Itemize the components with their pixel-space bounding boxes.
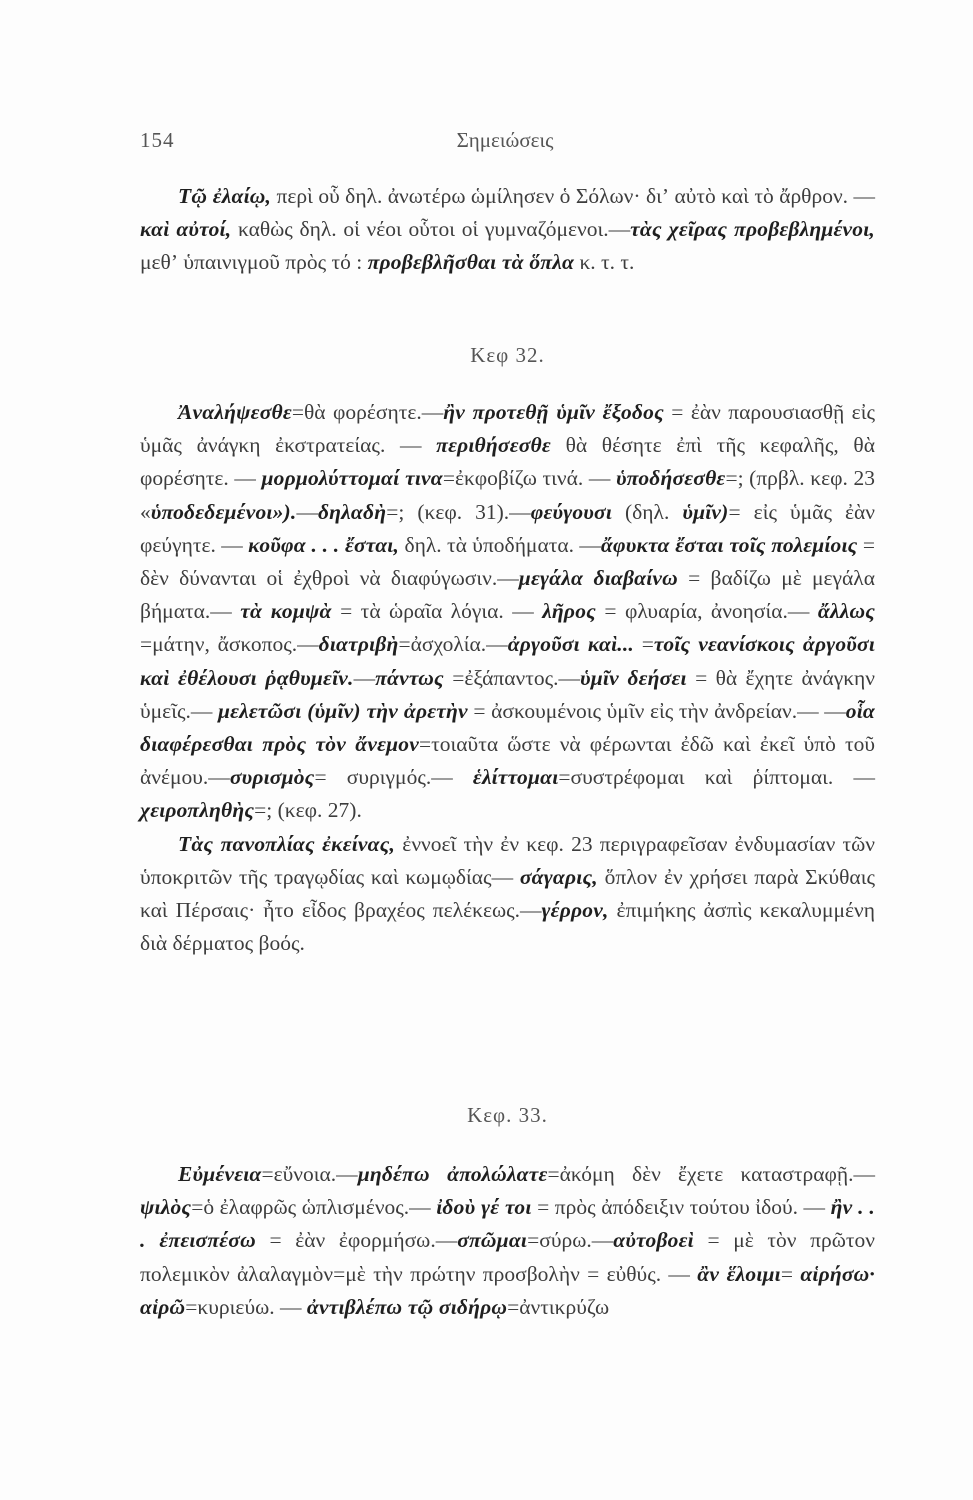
greek-term: τὰ κομψὰ — [240, 599, 332, 624]
greek-term: μεγάλα διαβαίνω — [518, 566, 678, 591]
gloss-text: δηλ. τὰ ὑποδήματα. — — [399, 532, 601, 557]
gloss-text: =ὁ ἐλαφρῶς ὡπλισμένος.— — [191, 1195, 437, 1220]
note-paragraph — [140, 1158, 875, 1324]
greek-term: πάντως — [375, 665, 444, 690]
greek-term: κοῦφα . . . ἔσται, — [248, 532, 400, 557]
greek-term: μηδέπω ἀπολώλατε — [357, 1162, 548, 1186]
gloss-text: = — [634, 632, 654, 657]
greek-term: ὑμῖν) — [682, 499, 729, 524]
gloss-text: = φλυαρία, ἀνοησία.— — [595, 599, 818, 624]
greek-term: μορμολύττομαί τινα — [261, 466, 443, 491]
greek-term: δηλαδὴ — [317, 499, 387, 524]
gloss-text: =μάτην, ἄσκοπος.— — [140, 632, 319, 657]
greek-term: αὐτοβοεὶ — [613, 1228, 694, 1253]
greek-term: λῆρος — [542, 599, 596, 624]
greek-term: ἢν προτεθῇ ὑμῖν ἔξοδος — [443, 400, 664, 424]
greek-term: ἄλλως — [817, 599, 876, 624]
greek-term: σάγαρις, — [519, 864, 598, 889]
greek-term: σπῶμαι — [457, 1228, 528, 1253]
gloss-text: =κυριεύω. — — [185, 1294, 307, 1319]
gloss-text: =ἐξάπαντος.— — [443, 665, 581, 690]
gloss-text: =εὔνοια.— — [261, 1162, 358, 1186]
gloss-text: =; (κεφ. 31).— — [386, 499, 531, 524]
gloss-text: =σύρω.— — [527, 1228, 614, 1253]
greek-term: αἱρήσω· αἱρῶ — [140, 1261, 875, 1319]
greek-term: ὑποδεδεμένοι»). — [150, 499, 297, 524]
gloss-text: =θὰ φορέσητε.— — [291, 400, 444, 424]
gloss-text: =ἀντικρύζω — [507, 1294, 610, 1319]
greek-term: ἀργοῦσι καὶ... — [507, 632, 634, 657]
gloss-text: (δηλ. — [612, 499, 683, 524]
greek-term: προβεβλῆσθαι τὰ ὅπλα — [367, 250, 575, 275]
note-paragraph — [140, 396, 875, 828]
greek-term: ἑλίττομαι — [472, 765, 559, 790]
greek-term: ἀντιβλέπω τῷ σιδήρῳ — [306, 1294, 508, 1319]
gloss-text: κ. τ. τ. — [574, 250, 635, 275]
gloss-text: = ἐὰν παρουσιασθῇ εἰς ὑμᾶς ἀνάγκη ἐκστρατείας. — — [140, 400, 875, 458]
greek-term: μελετῶσι (ὑμῖν) τὴν ἀρετὴν — [218, 698, 468, 723]
greek-term: ἢν . . . ἐπεισπέσω — [140, 1195, 875, 1253]
gloss-text: ἐννοεῖ τὴν ἐν κεφ. 23 περιγραφεῖσαν ἐνδυμασίαν τῶν ὑποκριτῶν τῆς τραγῳδίας καὶ κωμῳδίας— — [140, 831, 875, 889]
greek-term: Εὐμένεια — [178, 1162, 262, 1186]
greek-term: οἷα διαφέρεσθαι πρὸς τὸν ἄνεμον — [140, 698, 875, 757]
greek-term: συρισμὸς — [229, 765, 315, 790]
greek-term: χειροπληθὴς — [140, 798, 255, 823]
greek-term: ψιλὸς — [140, 1195, 192, 1220]
gloss-text: = πρὸς ἀπόδειξιν τούτου ἰδού. — — [531, 1195, 831, 1220]
gloss-text: = εἰς ὑμᾶς ἐὰν φεύγητε. — — [140, 499, 875, 557]
greek-term: Τὰς πανοπλίας ἐκείνας, — [178, 831, 396, 856]
greek-term: ἂν ἕλοιμι — [697, 1261, 781, 1286]
gloss-text: — — [353, 665, 376, 690]
chapter-heading-32: Κεφ 32. — [470, 343, 545, 367]
greek-term: Ἀναλήψεσθε — [178, 400, 292, 424]
running-title: Σημειώσεις — [456, 128, 554, 152]
gloss-text: θὰ θέσητε ἐπὶ τῆς κεφαλῆς, θὰ φορέσητε. — — [140, 433, 875, 491]
greek-term: περιθήσεσθε — [436, 433, 551, 458]
notes-chapter-33 — [140, 1158, 875, 1324]
gloss-text: ἐπιμήκης ἀσπὶς κεκαλυμμένη διὰ δέρματος βοός. — [140, 898, 875, 956]
gloss-text: ὅπλον ἐν χρήσει παρὰ Σκύθαις καὶ Πέρσαις· ἦτο εἶδος βραχέος πελέκεως.— — [140, 864, 875, 923]
page-header — [140, 128, 870, 162]
gloss-text: = δὲν δύνανται οἱ ἐχθροὶ νὰ διαφύγωσιν.— — [140, 532, 875, 591]
gloss-text: = τὰ ὡραῖα λόγια. — — [331, 599, 543, 624]
gloss-text: = ἀσκουμένοις ὑμῖν εἰς τὴν ἀνδρείαν.— — — [467, 698, 846, 723]
greek-term: καὶ αὐτοί, — [140, 217, 232, 242]
greek-term: διατριβὴ — [318, 632, 399, 657]
gloss-text: = ἐὰν ἐφορμήσω.— — [255, 1228, 458, 1253]
notes-chapter-31-end — [140, 180, 875, 280]
gloss-text: — — [296, 499, 318, 524]
greek-term: ἄφυκτα ἔσται τοῖς πολεμίοις — [600, 532, 858, 557]
chapter-heading-33: Κεφ. 33. — [467, 1103, 548, 1127]
gloss-text: =; (κεφ. 27). — [254, 798, 362, 823]
gloss-text: = θὰ ἔχητε ἀνάγκην ὑμεῖς.— — [140, 665, 875, 723]
greek-term: ὑμῖν δεήσει — [580, 665, 687, 690]
gloss-text: = βαδίζω μὲ μεγάλα βήματα.— — [140, 566, 875, 624]
gloss-text: = μὲ τὸν πρῶτον πολεμικὸν ἀλαλαγμὸν=μὲ τὴν πρώτην προσβολὴν = εὐθύς. — — [140, 1228, 875, 1286]
gloss-text: =; (πρβλ. κεφ. 23 « — [140, 466, 875, 524]
note-paragraph — [140, 180, 875, 280]
gloss-text: μεθʼ ὑπαινιγμοῦ πρὸς τό : — [140, 250, 368, 275]
gloss-text: περὶ οὗ δηλ. ἀνωτέρω ὡμίλησεν ὁ Σόλων· διʼ αὐτὸ καὶ τὸ ἄρθρον. — — [271, 184, 875, 208]
note-paragraph — [140, 828, 875, 961]
greek-term: ὑποδήσεσθε — [615, 466, 726, 491]
gloss-text: =τοιαῦτα ὥστε νὰ φέρωνται ἐδῶ καὶ ἐκεῖ ὑπὸ τοῦ ἀνέμου.— — [140, 732, 875, 790]
gloss-text: =ἐκφοβίζω τινά. — — [442, 466, 616, 491]
gloss-text: =συστρέφομαι καὶ ῥίπτομαι. — — [558, 765, 876, 790]
page-number: 154 — [140, 128, 175, 152]
greek-term: φεύγουσι — [530, 499, 612, 524]
greek-term: ἰδοὺ γέ τοι — [436, 1195, 532, 1220]
greek-term: τοῖς νεανίσκοις ἀργοῦσι καὶ ἐθέλουσι ῥᾳθυμεῖν. — [140, 632, 876, 690]
notes-chapter-32 — [140, 396, 875, 960]
greek-term: τὰς χεῖρας προβεβλημένοι, — [630, 217, 875, 242]
gloss-text: = — [780, 1261, 801, 1286]
gloss-text: καθὼς δηλ. οἱ νέοι οὗτοι οἱ γυμναζόμενοι.— — [231, 217, 631, 242]
gloss-text: =ἀκόμη δὲν ἔχετε καταστραφῇ.— — [547, 1162, 876, 1186]
gloss-text: = συριγμός.— — [314, 765, 473, 790]
greek-term: γέρρον, — [541, 898, 609, 923]
gloss-text: =ἀσχολία.— — [398, 632, 508, 657]
greek-term: Τῷ ἐλαίῳ, — [178, 184, 272, 208]
